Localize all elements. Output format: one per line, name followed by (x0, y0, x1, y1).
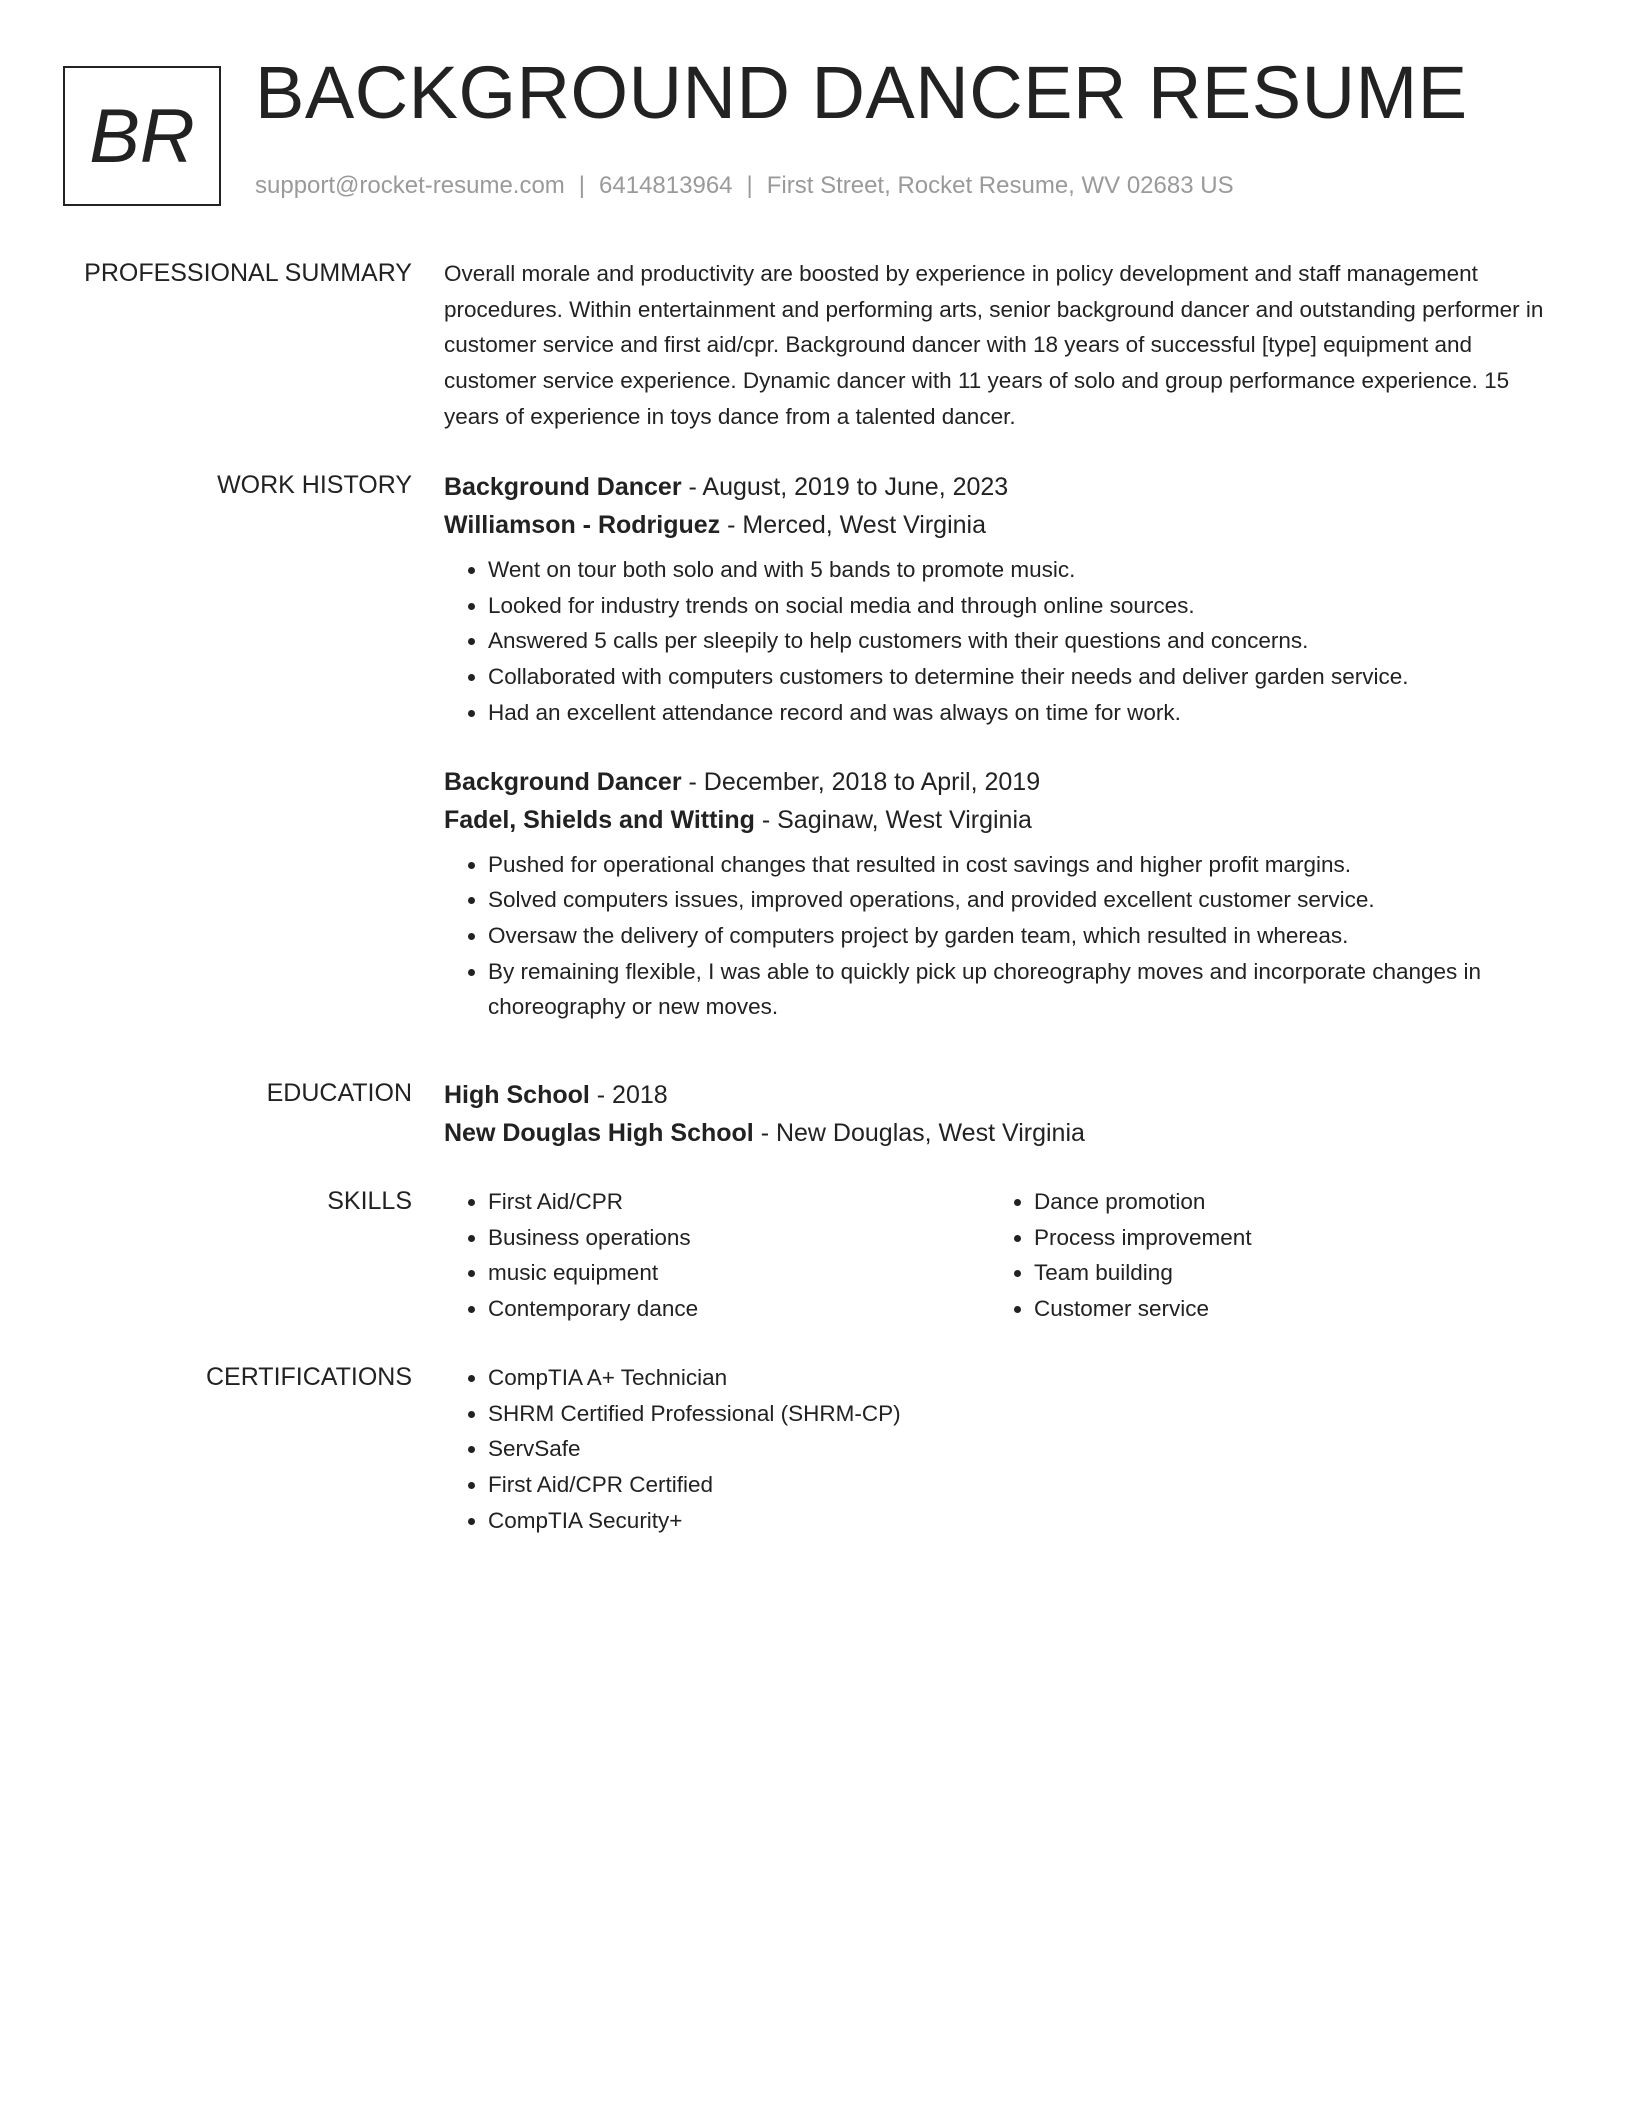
skills-list-right (990, 1184, 1536, 1327)
skill-item: • Team building (1034, 1255, 1536, 1291)
certifications-list (444, 1360, 1564, 1539)
education-degree: High School (444, 1081, 590, 1109)
job-dates: - December, 2018 to April, 2019 (681, 767, 1041, 796)
job-title-line (444, 763, 1564, 801)
resume-title: BACKGROUND DANCER RESUME (255, 51, 1468, 134)
job-bullet: • Looked for industry trends on social media and through online sources. (488, 588, 1564, 624)
summary-text: Overall morale and productivity are boosted by experience in policy development and staff management procedures. Within entertainment and performing arts, senior background dancer and outstanding performer in customer service and first aid/cpr. Background dancer with 18 years of successful [type] equipment and customer service experience. Dynamic dancer with 11 years of solo and group performance experience. 15 years of experience in toys dance from a talented dancer. (444, 261, 1544, 429)
work-history-content (444, 468, 1564, 1025)
job-entry (444, 468, 1564, 731)
job-bullet: • Pushed for operational changes that resulted in cost savings and higher profit margins. (488, 847, 1564, 883)
contact-address: First Street, Rocket Resume, WV 02683 US (766, 172, 1234, 199)
job-dates: - August, 2019 to June, 2023 (681, 473, 1009, 501)
contact-separator: | (746, 172, 753, 199)
job-company-line (444, 801, 1564, 839)
certification-item: • CompTIA A+ Technician (488, 1360, 1564, 1396)
certification-item: • CompTIA Security+ (488, 1503, 1564, 1539)
skill-item: • Dance promotion (1034, 1184, 1536, 1220)
monogram-logo (63, 66, 221, 206)
contact-phone: 6414813964 (599, 172, 733, 199)
monogram-text: BR (89, 93, 195, 179)
job-company: Williamson - Rodriguez (444, 511, 721, 539)
section-label-summary: PROFESSIONAL SUMMARY (84, 259, 412, 287)
skill-item: • Contemporary dance (488, 1291, 990, 1327)
job-location: - Saginaw, West Virginia (754, 805, 1032, 834)
section-label-certifications: CERTIFICATIONS (205, 1363, 412, 1391)
contact-email: support@rocket-resume.com (255, 172, 565, 199)
certifications-content (444, 1360, 1564, 1539)
section-label-education: EDUCATION (266, 1079, 412, 1107)
job-bullet: • Solved computers issues, improved operations, and provided excellent customer service. (488, 882, 1564, 918)
job-location: - Merced, West Virginia (720, 511, 987, 539)
job-entry (444, 763, 1564, 1026)
job-title-line (444, 468, 1564, 506)
education-location: - New Douglas, West Virginia (753, 1119, 1085, 1147)
job-bullet: • Had an excellent attendance record and was always on time for work. (488, 695, 1564, 731)
skill-item: • First Aid/CPR (488, 1184, 990, 1220)
certification-item: • First Aid/CPR Certified (488, 1467, 1564, 1503)
job-company-line (444, 506, 1564, 544)
education-school: New Douglas High School (444, 1119, 754, 1147)
contact-separator: | (578, 172, 586, 199)
job-bullet: • Collaborated with computers customers to determine their needs and deliver garden service. (488, 659, 1564, 695)
skill-item: • Business operations (488, 1220, 990, 1256)
section-label-work-history: WORK HISTORY (217, 471, 412, 499)
job-title: Background Dancer (444, 767, 682, 796)
job-bullet: • By remaining flexible, I was able to quickly pick up choreography moves and incorporate changes in choreography or new moves. (488, 954, 1564, 1025)
education-content (444, 1076, 1564, 1152)
job-bullets (444, 847, 1564, 1026)
skill-item: • Process improvement (1034, 1220, 1536, 1256)
education-year: - 2018 (589, 1081, 668, 1109)
job-bullet: • Answered 5 calls per sleepily to help customers with their questions and concerns. (488, 623, 1564, 659)
summary-content (444, 256, 1564, 435)
contact-line (255, 172, 1234, 200)
job-bullet: • Went on tour both solo and with 5 bands to promote music. (488, 552, 1564, 588)
certification-item: • ServSafe (488, 1431, 1564, 1467)
job-bullets (444, 552, 1564, 731)
job-bullet: • Oversaw the delivery of computers project by garden team, which resulted in whereas. (488, 918, 1564, 954)
skill-item: • Customer service (1034, 1291, 1536, 1327)
skills-content (444, 1184, 1564, 1327)
job-title: Background Dancer (444, 473, 682, 501)
certification-item: • SHRM Certified Professional (SHRM-CP) (488, 1396, 1564, 1432)
job-company: Fadel, Shields and Witting (444, 805, 755, 834)
education-degree-line (444, 1076, 1564, 1114)
education-school-line (444, 1114, 1564, 1152)
skills-list-left (444, 1184, 990, 1327)
skill-item: • music equipment (488, 1255, 990, 1291)
section-label-skills: SKILLS (327, 1187, 412, 1215)
